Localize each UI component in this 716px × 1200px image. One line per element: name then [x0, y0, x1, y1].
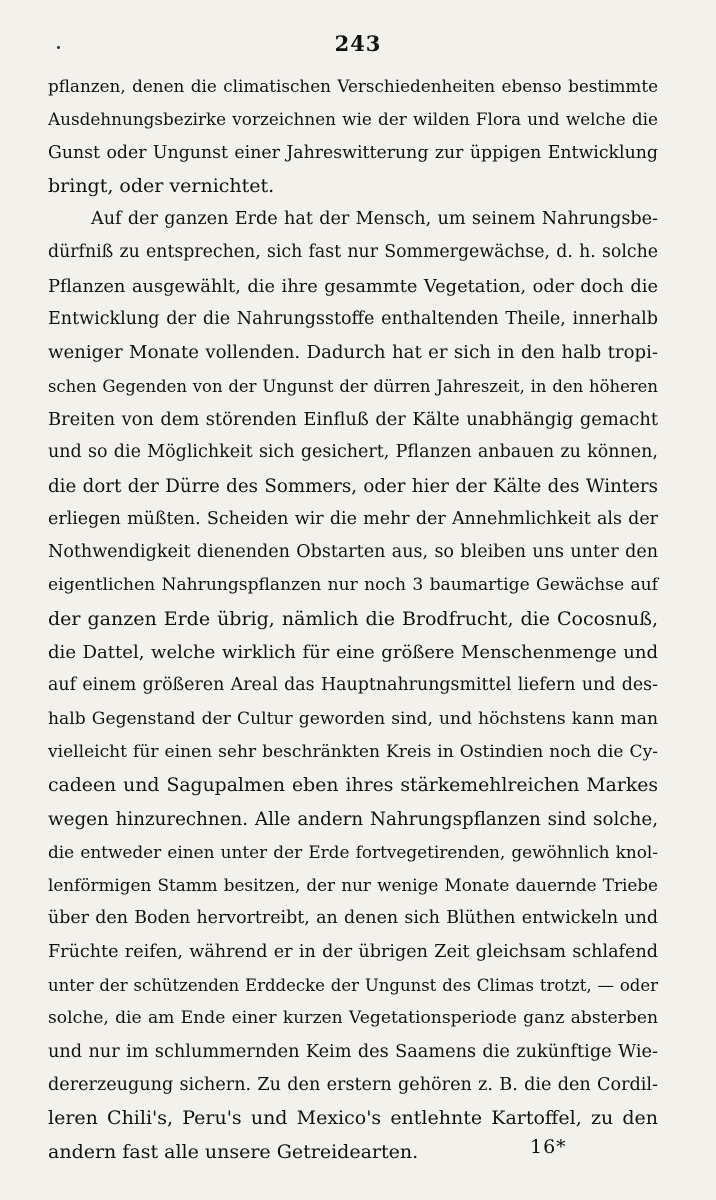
text-line: eigentlichen Nahrungspflanzen nur noch 3 baumartige Gewächse auf [48, 575, 658, 596]
text-line: über den Boden hervortreibt, an denen sich Blüthen entwickeln und [48, 908, 658, 929]
text-line: die entweder einen unter der Erde fortvegetirenden, gewöhnlich knol- [48, 841, 658, 862]
text-line: und so die Möglichkeit sich gesichert, Pflanzen anbauen zu können, [48, 442, 658, 463]
text-line: die dort der Dürre des Sommers, oder hier der Kälte des Winters [48, 475, 658, 497]
text-line: Breiten von dem störenden Einfluß der Kälte unabhängig gemacht [48, 408, 658, 430]
text-line: Pflanzen ausgewählt, die ihre gesammte Vegetation, oder doch die [48, 275, 658, 297]
text-line: Ausdehnungsbezirke vorzeichnen wie der wilden Flora und welche die [48, 109, 658, 130]
text-line: halb Gegenstand der Cultur geworden sind, und höchstens kann man [48, 708, 658, 729]
text-line: cadeen und Sagupalmen eben ihres stärkemehlreichen Markes [48, 775, 658, 797]
text-line: dürfniß zu entsprechen, sich fast nur Sommergewächse, d. h. solche [48, 242, 658, 263]
text-line: die Dattel, welche wirklich für eine größere Menschenmenge und [48, 642, 658, 664]
text-line: unter der schützenden Erddecke der Ungunst des Climas trotzt, — oder [48, 976, 658, 996]
text-line: Entwicklung der die Nahrungsstoffe enthaltenden Theile, innerhalb [48, 309, 658, 330]
text-line: Früchte reifen, während er in der übrigen Zeit gleichsam schlafend [48, 941, 658, 962]
text-line: der ganzen Erde übrig, nämlich die Brodfrucht, die Cocosnuß, [48, 607, 658, 630]
text-line: wegen hinzurechnen. Alle andern Nahrungspflanzen sind solche, [48, 808, 658, 830]
text-line: und nur im schlummernden Keim des Saamens die zukünftige Wie- [48, 1041, 658, 1062]
text-line: vielleicht für einen sehr beschränkten Kreis in Ostindien noch die Cy- [48, 741, 658, 762]
body-text [48, 70, 658, 1169]
text-line: solche, die am Ende einer kurzen Vegetationsperiode ganz absterben [48, 1008, 658, 1029]
paragraph-start-line: Auf der ganzen Erde hat der Mensch, um seinem Nahrungsbe- [91, 209, 658, 230]
text-line: weniger Monate vollenden. Dadurch hat er sich in den halb tropi- [48, 342, 658, 364]
text-line: andern fast alle unsere Getreidearten. [48, 1140, 419, 1163]
text-line: lenförmigen Stamm besitzen, der nur wenige Monate dauernde Triebe [48, 875, 658, 896]
page-number: 243 [334, 31, 382, 56]
text-line: Gunst oder Ungunst einer Jahreswitterung zur üppigen Entwicklung [48, 142, 658, 163]
text-line: dererzeugung sichern. Zu den erstern gehören z. B. die den Cordil- [48, 1074, 658, 1095]
text-line: schen Gegenden von der Ungunst der dürren Jahreszeit, in den höheren [48, 376, 658, 396]
text-line: erliegen müßten. Scheiden wir die mehr der Annehmlichkeit als der [48, 508, 658, 529]
text-line: pflanzen, denen die climatischen Verschiedenheiten ebenso bestimmte [48, 76, 658, 96]
signature-mark: 16* [530, 1136, 567, 1158]
text-line: leren Chili's, Peru's und Mexico's entlehnte Kartoffel, zu den [48, 1107, 658, 1130]
print-speck [57, 46, 60, 49]
text-line: bringt, oder vernichtet. [48, 174, 275, 197]
text-line: auf einem größeren Areal das Hauptnahrungsmittel liefern und des- [48, 675, 658, 696]
text-line: Nothwendigkeit dienenden Obstarten aus, so bleiben uns unter den [48, 542, 658, 563]
